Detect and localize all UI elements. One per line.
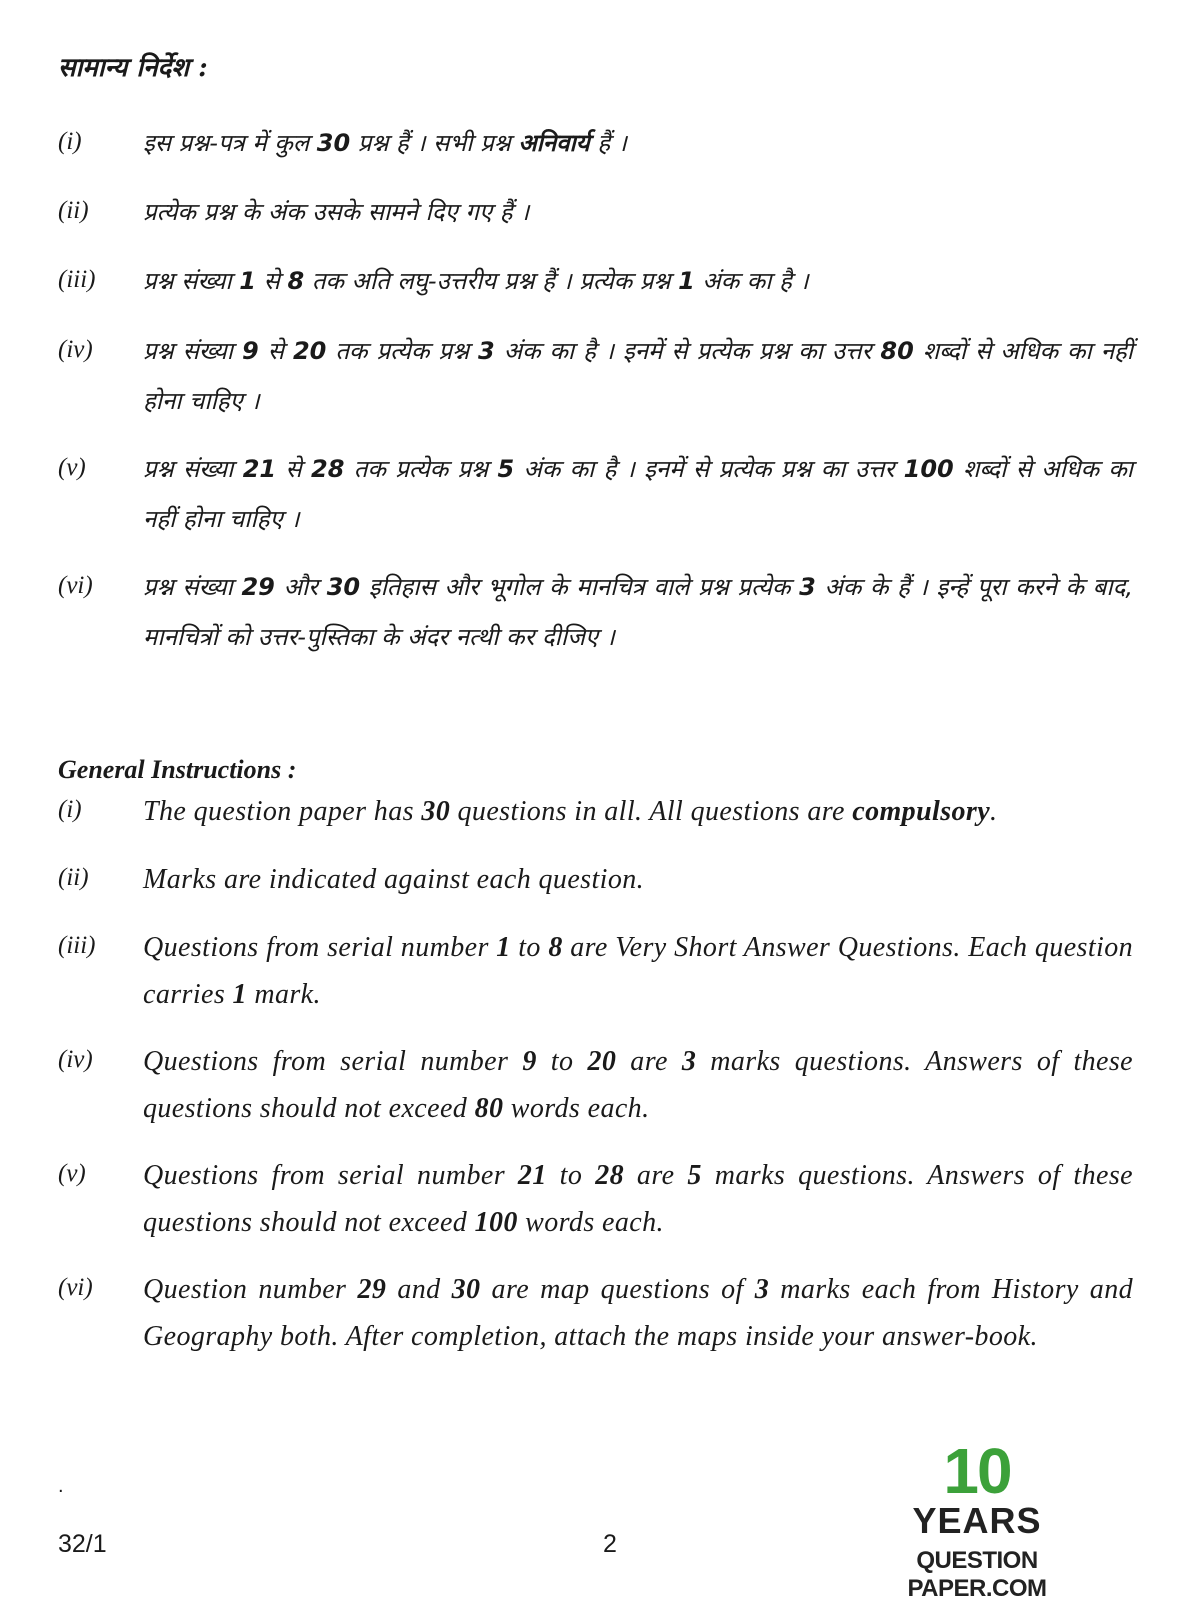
item-number: (iv) bbox=[58, 336, 93, 363]
item-number: (iii) bbox=[58, 266, 96, 293]
item-text: Questions from serial number 9 to 20 are 3 marks questions. Answers of these questions should not exceed 80 words each. bbox=[143, 1046, 1133, 1124]
site-logo bbox=[846, 1435, 1108, 1602]
item-text: The question paper has 30 questions in all. All questions are compulsory. bbox=[143, 796, 998, 827]
item-text: इस प्रश्न-पत्र में कुल 30 प्रश्न हैं । सभी प्रश्न अनिवार्य हैं । bbox=[143, 129, 627, 157]
item-number: (i) bbox=[58, 796, 82, 823]
logo-years-text: YEARS bbox=[912, 1500, 1042, 1541]
item-text: प्रश्न संख्या 9 से 20 तक प्रत्येक प्रश्न 3 अंक का है । इनमें से प्रत्येक प्रश्न का उत्तर 80 शब्दों से अधिक का नहीं होना चाहिए । bbox=[143, 337, 1133, 415]
item-text: प्रत्येक प्रश्न के अंक उसके सामने दिए गए हैं । bbox=[143, 198, 530, 226]
item-number: (ii) bbox=[58, 197, 89, 224]
hindi-instructions-heading: सामान्य निर्देश : bbox=[58, 53, 208, 83]
item-text: Questions from serial number 1 to 8 are Very Short Answer Questions. Each question carries 1 mark. bbox=[143, 932, 1133, 1010]
page-number: 2 bbox=[603, 1530, 617, 1558]
item-number: (i) bbox=[58, 128, 82, 155]
item-text: प्रश्न संख्या 29 और 30 इतिहास और भूगोल के मानचित्र वाले प्रश्न प्रत्येक 3 अंक के हैं । इन्हें पूरा करने के बाद, मानचित्रों को उत्तर-पुस्तिका के अंदर नत्थी कर दीजिए । bbox=[143, 573, 1133, 651]
item-number: (iii) bbox=[58, 932, 96, 959]
item-text: Question number 29 and 30 are map questions of 3 marks each from History and Geography both. After completion, attach the maps inside your answer-book. bbox=[143, 1274, 1133, 1352]
item-number: (vi) bbox=[58, 1274, 93, 1301]
item-text: Marks are indicated against each question. bbox=[143, 864, 645, 895]
item-number: (vi) bbox=[58, 572, 93, 599]
item-text: प्रश्न संख्या 21 से 28 तक प्रत्येक प्रश्न 5 अंक का है । इनमें से प्रत्येक प्रश्न का उत्तर 100 शब्दों से अधिक का नहीं होना चाहिए । bbox=[143, 455, 1133, 533]
item-number: (iv) bbox=[58, 1046, 93, 1073]
logo-site-text: QUESTION PAPER.COM bbox=[907, 1547, 1047, 1602]
logo-number: 10 bbox=[943, 1435, 1011, 1507]
english-instructions-heading: General Instructions : bbox=[58, 755, 297, 784]
paper-code: 32/1 bbox=[58, 1530, 107, 1558]
item-number: (v) bbox=[58, 454, 86, 481]
item-text: प्रश्न संख्या 1 से 8 तक अति लघु-उत्तरीय प्रश्न हैं । प्रत्येक प्रश्न 1 अंक का है । bbox=[143, 267, 809, 295]
item-number: (ii) bbox=[58, 864, 89, 891]
stray-dot: . bbox=[58, 1475, 64, 1497]
item-number: (v) bbox=[58, 1160, 86, 1187]
item-text: Questions from serial number 21 to 28 are 5 marks questions. Answers of these questions should not exceed 100 words each. bbox=[143, 1160, 1133, 1238]
